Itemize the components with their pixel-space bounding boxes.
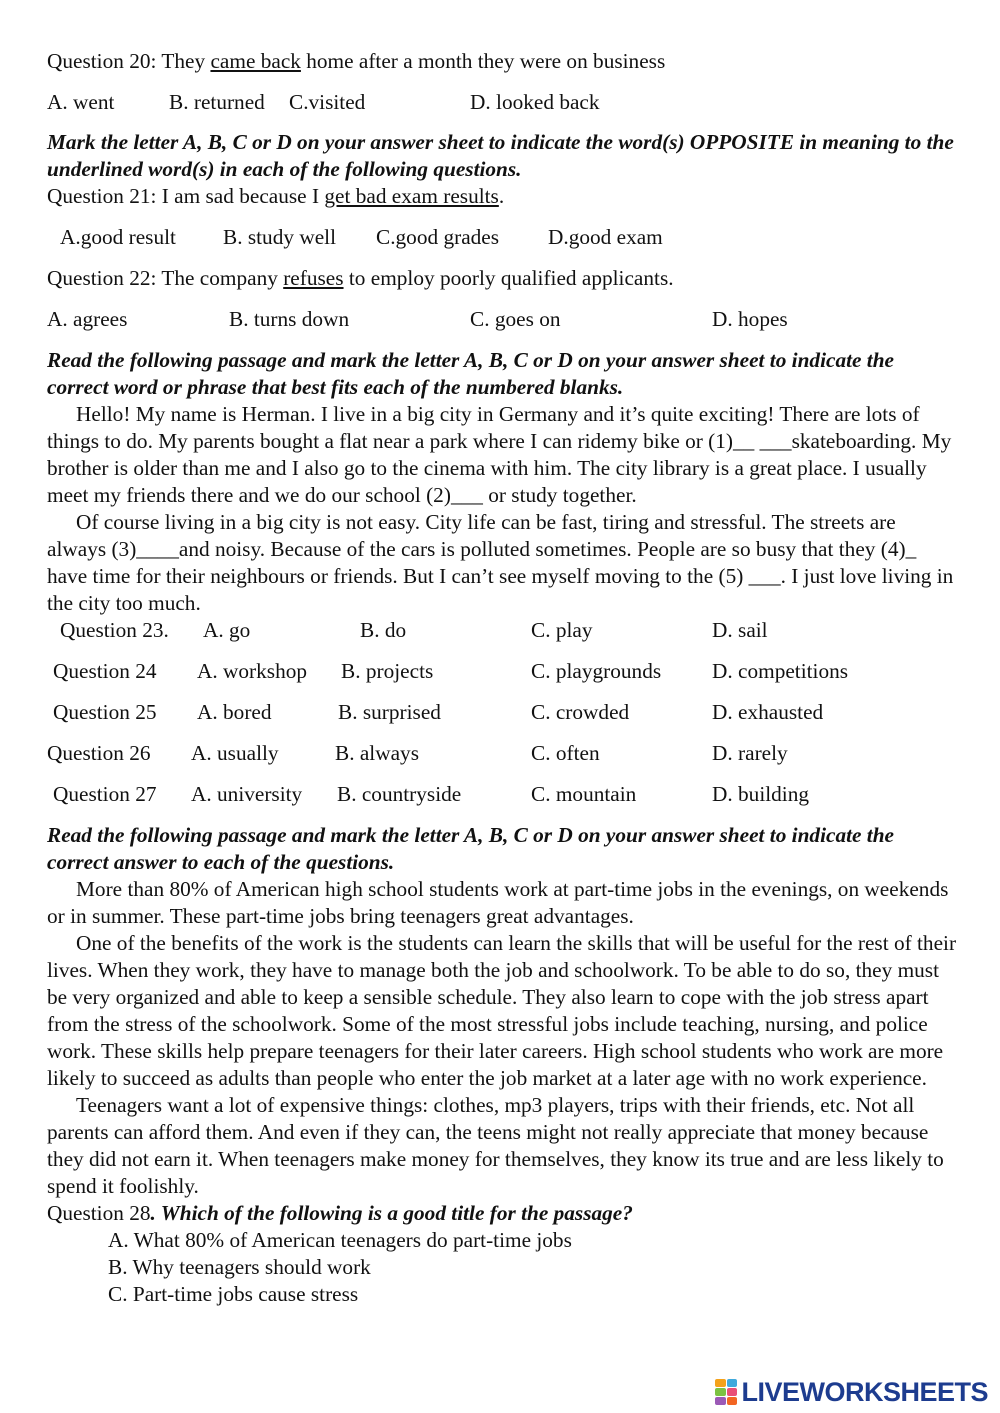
q20-underlined: came back	[210, 49, 301, 73]
q21-option-d[interactable]: D.good exam	[548, 225, 663, 249]
q28-label: Question 28	[47, 1201, 151, 1225]
q23-option-c[interactable]: C. play	[531, 618, 593, 642]
liveworksheets-logo	[715, 1375, 988, 1409]
question-27	[47, 781, 957, 808]
blank-5[interactable]: ___	[748, 564, 781, 588]
q20-option-d[interactable]: D. looked back	[470, 90, 600, 114]
q24-option-a[interactable]: A. workshop	[197, 659, 308, 683]
q25-label: Question 25	[53, 700, 157, 724]
passage-2-paragraph-2: One of the benefits of the work is the students can learn the skills that will be useful for the rest of their lives. When they work, they have to manage both the job and schoolwork. To be able to do so, they must be very organized and able to keep a sensible schedule. They also learn to cope with the job stress apart from the stress of the schoolwork. Some of the most stressful jobs include teaching, nursing, and police work. These skills help prepare teenagers for their later careers. High school students who work are more likely to succeed as adults than people who enter the job market at a later age with no work experience.	[47, 931, 957, 1090]
q22-option-a[interactable]: A. agrees	[47, 307, 128, 331]
worksheet-page	[47, 46, 957, 1308]
q21-underlined: get bad exam results	[324, 184, 499, 208]
q27-option-b[interactable]: B. countryside	[337, 782, 462, 806]
instruction-opposite: Mark the letter A, B, C or D on your answer sheet to indicate the word(s) OPPOSITE in meaning to the underlined word(s) in each of the following questions.	[47, 130, 954, 181]
q27-option-d[interactable]: D. building	[712, 782, 810, 806]
question-23	[47, 617, 957, 644]
logo-tile-6	[727, 1397, 738, 1405]
q27-option-a[interactable]: A. university	[191, 782, 303, 806]
q22-options	[47, 306, 957, 333]
passage-2-paragraph-1: More than 80% of American high school students work at part-time jobs in the evenings, on weekends or in summer. These part-time jobs bring teenagers great advantages.	[47, 877, 949, 928]
logo-tile-2	[727, 1379, 738, 1387]
q23-option-d[interactable]: D. sail	[712, 618, 768, 642]
q28-question: . Which of the following is a good title for the passage?	[150, 1201, 633, 1225]
q24-option-d[interactable]: D. competitions	[712, 659, 849, 683]
passage-2-paragraph-3: Teenagers want a lot of expensive things: clothes, mp3 players, trips with their friends, etc. Not all parents can afford them. And even if they can, the teens might not really appreciate that money because they did not earn it. When teenagers make money for themselves, they know its true and are less likely to spend it foolishly.	[47, 1093, 944, 1198]
question-26	[47, 740, 957, 767]
q26-option-c[interactable]: C. often	[531, 741, 600, 765]
q27-option-c[interactable]: C. mountain	[531, 782, 637, 806]
instruction-passage-2: Read the following passage and mark the letter A, B, C or D on your answer sheet to indicate the correct answer to each of the questions.	[47, 823, 895, 874]
question-20: Question 20: They came back home after a month they were on business	[47, 49, 666, 73]
q25-option-a[interactable]: A. bored	[197, 700, 272, 724]
question-22: Question 22: The company refuses to employ poorly qualified applicants.	[47, 266, 674, 290]
passage-1-paragraph-2: Of course living in a big city is not easy. City life can be fast, tiring and stressful. The streets are always (3)____and noisy. Because of the cars is polluted sometimes. People are so busy that they (4)_ have time for their neighbours or friends. But I can’t see myself moving to the (5) ___. I just love living in the city too much.	[47, 510, 954, 615]
q20-text: Question 20: They	[47, 49, 211, 73]
q26-option-a[interactable]: A. usually	[191, 741, 279, 765]
passage-1-paragraph-1: Hello! My name is Herman. I live in a big city in Germany and it’s quite exciting! There are lots of things to do. My parents bought a flat near a park where I can ridemy bike or (1)__ ___skateboarding. My brother is older than me and I also go to the cinema with him. The city library is a great place. I usually meet my friends there and we do our school (2)___ or study together.	[47, 402, 952, 507]
q22-option-c[interactable]: C. goes on	[470, 307, 561, 331]
q21-option-c[interactable]: C.good grades	[376, 225, 500, 249]
q20-option-a[interactable]: A. went	[47, 90, 115, 114]
q22-underlined: refuses	[283, 266, 344, 290]
liveworksheets-logo-icon	[715, 1379, 737, 1405]
q25-option-d[interactable]: D. exhausted	[712, 700, 824, 724]
q25-option-b[interactable]: B. surprised	[338, 700, 441, 724]
q20-option-c[interactable]: C.visited	[289, 90, 366, 114]
q21-option-b[interactable]: B. study well	[223, 225, 336, 249]
q26-option-d[interactable]: D. rarely	[712, 741, 788, 765]
q25-option-c[interactable]: C. crowded	[531, 700, 630, 724]
blank-4[interactable]: _	[905, 537, 917, 561]
instruction-passage-1: Read the following passage and mark the letter A, B, C or D on your answer sheet to indicate the correct word or phrase that best fits each of the numbered blanks.	[47, 348, 895, 399]
logo-tile-5	[715, 1397, 726, 1405]
q26-option-b[interactable]: B. always	[335, 741, 419, 765]
q23-label: Question 23.	[60, 618, 169, 642]
question-21: Question 21: I am sad because I get bad exam results.	[47, 184, 505, 208]
blank-3[interactable]: ____	[136, 537, 179, 561]
question-28	[47, 1200, 957, 1227]
q24-option-c[interactable]: C. playgrounds	[531, 659, 662, 683]
logo-tile-1	[715, 1379, 726, 1387]
q28-option-c[interactable]: C. Part-time jobs cause stress	[108, 1282, 359, 1306]
q22-option-b[interactable]: B. turns down	[229, 307, 350, 331]
q24-option-b[interactable]: B. projects	[341, 659, 434, 683]
blank-1[interactable]: __ ___	[733, 429, 792, 453]
q27-label: Question 27	[53, 782, 157, 806]
blank-2[interactable]: ___	[450, 483, 483, 507]
question-25	[47, 699, 957, 726]
question-24	[47, 658, 957, 685]
q20-option-b[interactable]: B. returned	[169, 90, 265, 114]
q23-option-b[interactable]: B. do	[360, 618, 407, 642]
q23-option-a[interactable]: A. go	[203, 618, 251, 642]
q26-label: Question 26	[47, 741, 151, 765]
q21-options	[47, 224, 957, 251]
logo-text: LIVEWORKSHEETS	[741, 1376, 988, 1407]
q21-option-a[interactable]: A.good result	[60, 225, 176, 249]
logo-tile-4	[727, 1388, 738, 1396]
q22-option-d[interactable]: D. hopes	[712, 307, 788, 331]
logo-tile-3	[715, 1388, 726, 1396]
q24-label: Question 24	[53, 659, 157, 683]
q28-option-b[interactable]: B. Why teenagers should work	[108, 1255, 371, 1279]
q20-options	[47, 89, 957, 116]
q28-option-a[interactable]: A. What 80% of American teenagers do part-time jobs	[108, 1228, 572, 1252]
